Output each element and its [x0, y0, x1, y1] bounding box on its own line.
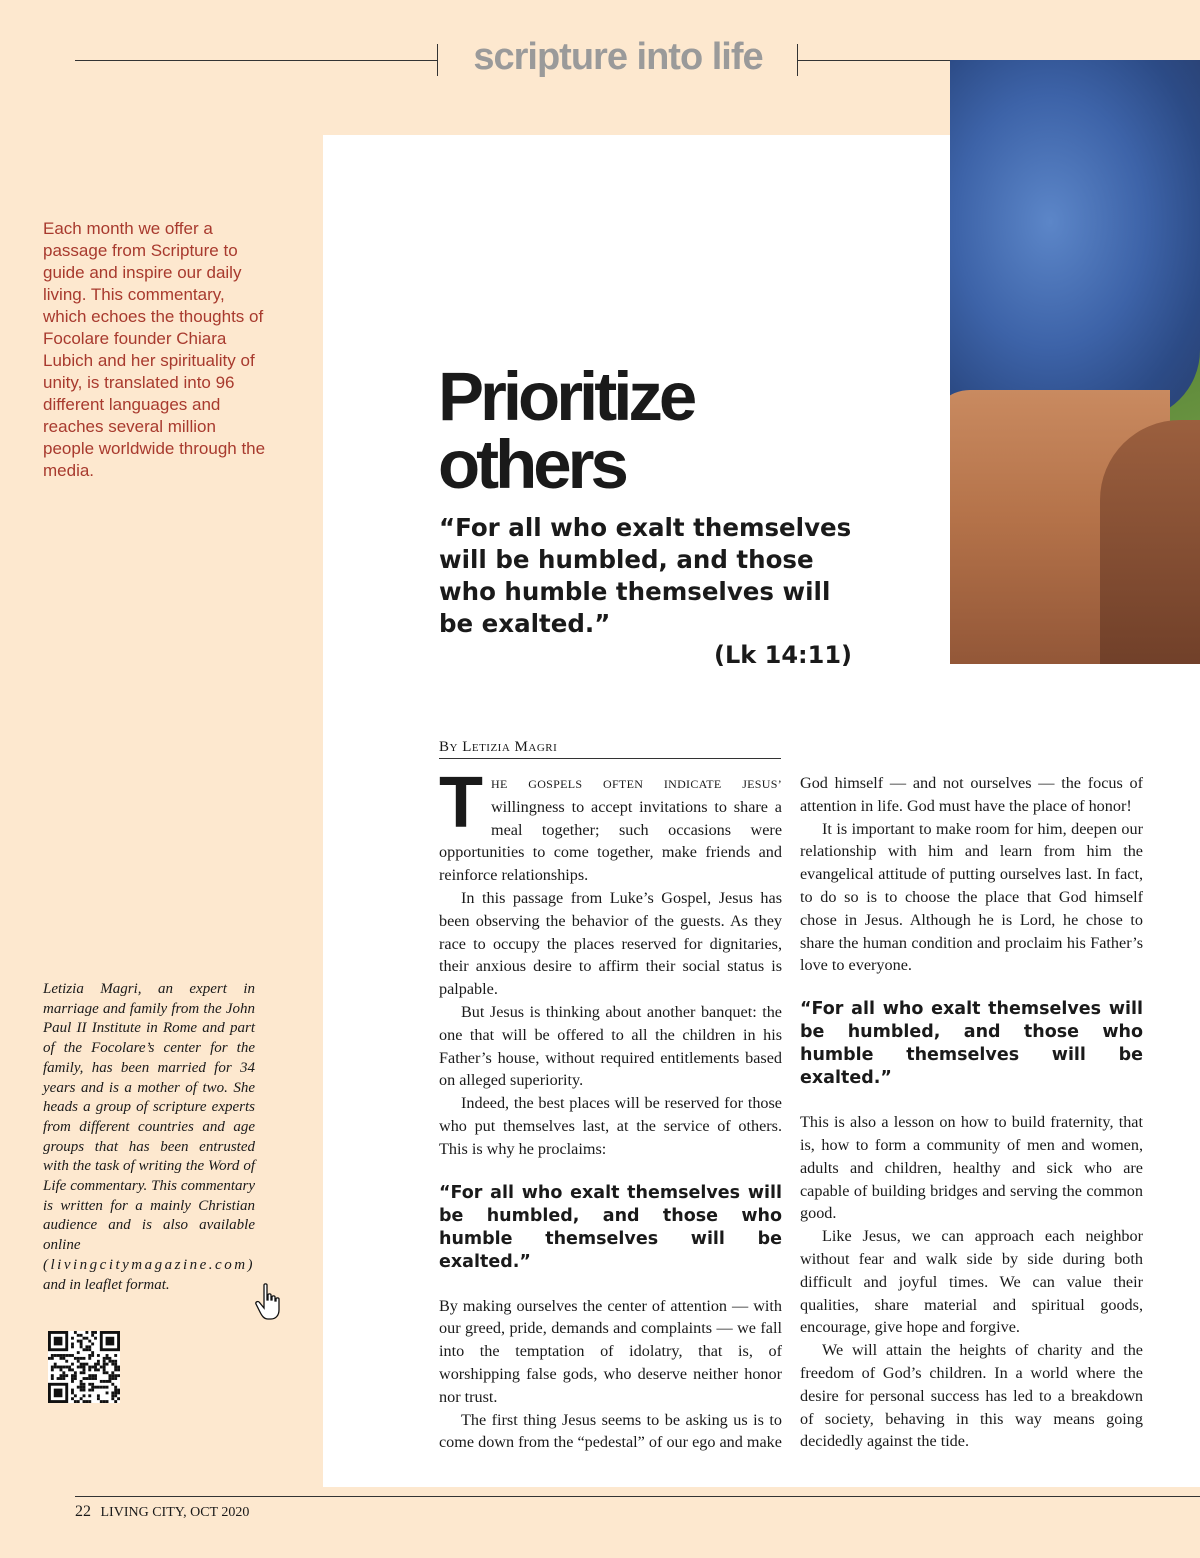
footer-rule: [75, 1496, 1200, 1497]
paragraph-5: By making ourselves the center of attention — with our greed, pride, demands and complaints — we fall into the temptation of idolatry, that is, of worshipping false gods, who deserve neither honor nor trust.: [439, 1296, 782, 1406]
header-tick-left: [437, 44, 438, 76]
header-rule-left: [75, 60, 437, 61]
issue-date: OCT 2020: [190, 1505, 250, 1520]
article-column-2: [800, 772, 1143, 1453]
paragraph-9: Like Jesus, we can approach each neighbor without fear and walk side by side during both difficult and joyful times. We can value their qualities, share material and spiritual goods, encourage, give hope and forgive.: [800, 1227, 1143, 1337]
pull-quote-1: “For all who exalt themselves will be humbled, and those who humble themselves will be exalted.”: [439, 1182, 782, 1272]
photo-hand: [1100, 420, 1200, 664]
paragraph-8: This is also a lesson on how to build fraternity, that is, how to form a community of men and women, adults and children, healthy and sick who are capable of building bridges and serving the common good.: [800, 1113, 1143, 1223]
qr-code: [48, 1331, 120, 1403]
paragraph-3: But Jesus is thinking about another banquet: the one that will be offered to all the children in his Father’s house, without required entitlements based on alleged superiority.: [439, 1002, 782, 1090]
article-photo: [950, 60, 1200, 664]
intro-text: Each month we offer a passage from Scripture to guide and inspire our daily living. This commentary, which echoes the thoughts of Focolare founder Chiara Lubich and her spirituality of unity, is translated into 96 different languages and reaches several million people worldwide through the media.: [43, 219, 266, 480]
footer: [75, 1503, 249, 1521]
title-line-1: Prioritize: [438, 358, 694, 435]
page-number: 22: [75, 1503, 91, 1520]
paragraph-4: Indeed, the best places will be reserved for those who put themselves last, at the service of others. This is why he proclaims:: [439, 1094, 782, 1158]
section-title: scripture into life: [473, 36, 763, 78]
photo-sleeve: [950, 60, 1200, 420]
paragraph-2: In this passage from Luke’s Gospel, Jesus has been observing the behavior of the guests. As they race to occupy the places reserved for dignitaries, their anxious desire to affirm their social status is palpable.: [439, 888, 782, 999]
publication-name: LIVING CITY,: [100, 1505, 187, 1520]
scripture-quote: “For all who exalt themselves will be humbled, and those who humble themselves will be exalted.”: [439, 513, 852, 638]
author-bio-tail: and in leaflet format.: [43, 1276, 170, 1293]
author-bio-url[interactable]: (livingcitymagazine.com): [43, 1256, 256, 1273]
paragraph-1: [439, 763, 782, 887]
pull-quote-2: “For all who exalt themselves will be humbled, and those who humble themselves will be exalted.”: [800, 999, 1143, 1089]
title-line-2: others: [438, 426, 625, 503]
drop-cap: T: [439, 763, 483, 843]
paragraph-6-continued: God himself — and not ourselves — the focus of attention in life. God must have the place of honor!: [800, 774, 1143, 815]
paragraph-10: We will attain the heights of charity and the freedom of God’s children. In a world where the desire for personal success has led to a breakdown of society, behaving in this way means going decidedly against the tide.: [800, 1341, 1143, 1451]
paragraph-6: The first thing Jesus seems to be asking us is to come down from the “pedestal” of our ego and make: [439, 1410, 782, 1452]
paragraph-7: It is important to make room for him, deepen our relationship with him and learn from him the evangelical attitude of putting ourselves last. In fact, to do so is to choose the place that God himself chose in Jesus. Although he is Lord, he chose to share the human condition and proclaim his Father’s love to everyone.: [800, 819, 1143, 975]
byline-text: By Letizia Magri: [439, 739, 558, 755]
author-bio: [43, 980, 255, 1295]
header-rule-right: [797, 60, 950, 61]
lead-in-caps: HE GOSPELS OFTEN INDICATE JESUS’: [490, 777, 782, 791]
hand-cursor-icon: [255, 1283, 285, 1321]
scripture-reference: (Lk 14:11): [714, 641, 852, 669]
byline: [439, 739, 781, 759]
author-bio-text: Letizia Magri, an expert in marriage and family from the John Paul II Institute in Rome and part of the Focolare’s center for the family, has been married for 34 years and is a mother of two. She heads a group of scripture experts from different countries and age groups that has been entrusted with the task of writing the Word of Life commentary. This commentary is written for a mainly Christian audience and is also available online: [43, 981, 255, 1254]
article-column-1: [439, 763, 782, 1454]
article-title: [438, 358, 858, 503]
paragraph-1-rest: willingness to accept invitations to share a meal together; such occasions were opportunities to come together, make friends and reinforce relationships.: [439, 797, 782, 885]
